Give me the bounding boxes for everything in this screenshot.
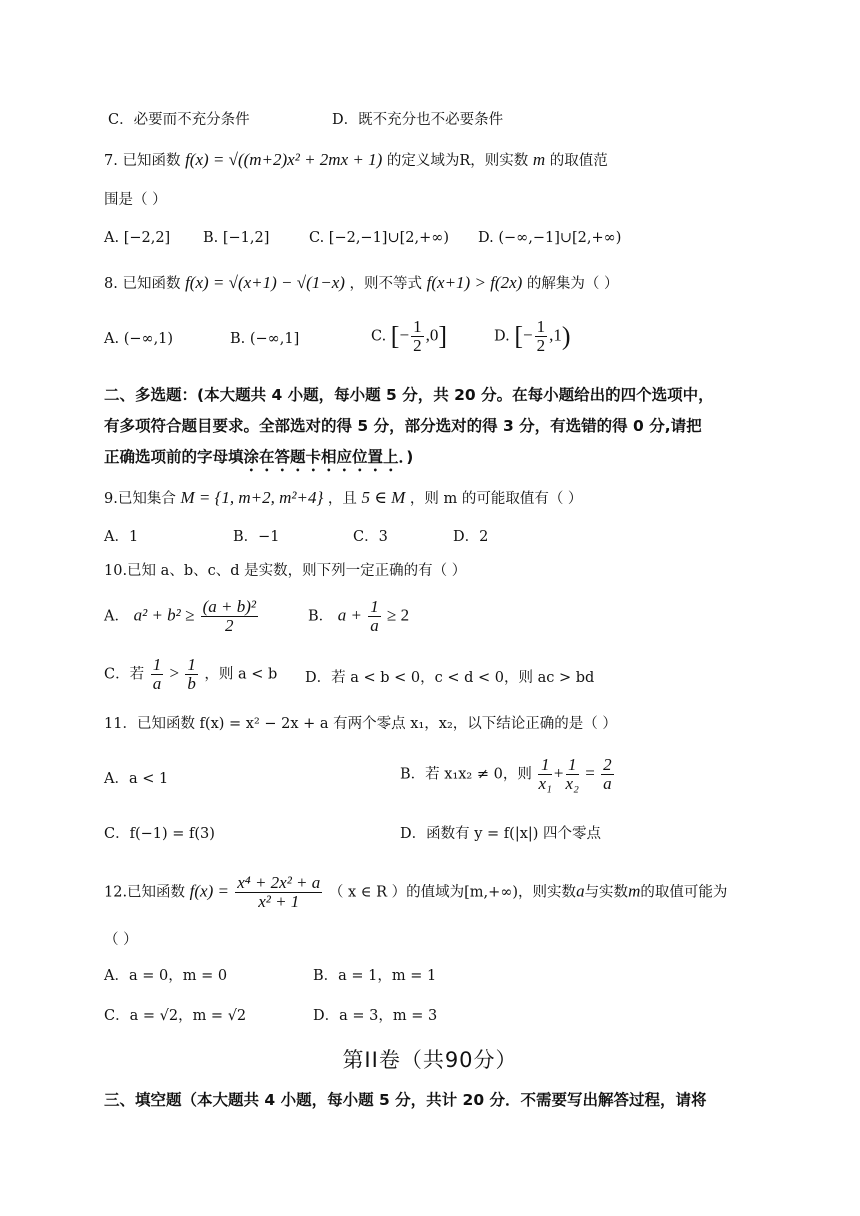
- q8-function: f(x) = √(x+1) − √(1−x): [185, 273, 345, 292]
- q7-option-d: D. (−∞,−1]∪[2,+∞): [478, 230, 622, 246]
- q11-option-c: C．f(−1) = f(3): [104, 826, 215, 842]
- q12-paren: （ ）: [104, 932, 138, 948]
- q9-option-b: B．−1: [233, 529, 280, 545]
- section2-line3: 正确选项前的字母填涂在答题卡相应位置上．): [104, 448, 414, 466]
- q12-option-d: D．a = 3，m = 3: [313, 1008, 438, 1024]
- q8-option-d: D. [− $\frac{1}{2}$ ,1): [494, 317, 571, 355]
- q7-option-a: A. [−2,2]: [104, 230, 171, 246]
- part2-title: 第II卷（共90分）: [342, 1048, 518, 1072]
- q9-option-a: A．1: [104, 529, 139, 545]
- q6-option-d: D．既不充分也不必要条件: [332, 112, 504, 128]
- q7-option-c: C. [−2,−1]∪[2,+∞): [309, 230, 449, 246]
- q10-option-d: D．若 a < b < 0，c < d < 0，则 ac > bd: [305, 670, 595, 686]
- q10-stem: 10.已知 a、b、c、d 是实数，则下列一定正确的有（ ）: [104, 563, 467, 579]
- section3-line1: 三、填空题（本大题共 4 小题，每小题 5 分，共计 20 分．不需要写出解答过程，请将: [104, 1091, 707, 1109]
- q8-option-b: B. (−∞,1]: [230, 331, 300, 347]
- q8-stem: 8. 已知函数 f(x) = √(x+1) − √(1−x) ，则不等式 f(x+1) > f(2x) 的解集为（ ）: [104, 273, 619, 292]
- q11-option-d: D．函数有 y = f(|x|) 四个零点: [400, 826, 602, 842]
- q9-set: M = {1, m+2, m²+4}: [180, 488, 324, 507]
- q12-option-b: B．a = 1，m = 1: [313, 968, 437, 984]
- q10-option-c: C．若 $\frac{1}{a}$ > $\frac{1}{b}$ ，则 a < b: [104, 655, 278, 693]
- q11-option-a: A．a < 1: [104, 771, 169, 787]
- q8-option-c: C. [− $\frac{1}{2}$ ,0]: [371, 317, 447, 355]
- section2-line2: 有多项符合题目要求。全部选对的得 5 分，部分选对的得 3 分，有选错的得 0 分,请把: [104, 417, 702, 435]
- q10-option-a: A． a² + b² ≥ $\frac{\text{(a + b)²}}{2}$: [104, 597, 256, 635]
- q9-option-c: C．3: [353, 529, 388, 545]
- q9-option-d: D．2: [453, 529, 489, 545]
- q9-stem: 9.已知集合 M = {1, m+2, m²+4} ，且 5 ∈ M ，则 m 的可能取值有（ ）: [104, 488, 583, 507]
- q7-stem: 7. 已知函数 f(x) = √((m+2)x² + 2mx + 1) 的定义域为R，则实数 m 的取值范: [104, 150, 608, 169]
- q7-stem-cont: 围是（ ）: [104, 192, 167, 208]
- q10-option-b: B． a + $\frac{1}{a}$ ≥ 2: [308, 597, 410, 635]
- q7-function: f(x) = √((m+2)x² + 2mx + 1): [185, 150, 383, 169]
- q12-option-c: C．a = √2，m = √2: [104, 1008, 247, 1024]
- q12-stem: 12.已知函数 f(x) = $\frac{\text{x⁴ + 2x² + a}}{\text{x² + 1}}$ （ x ∈ R ）的值域为[m,+∞)，则实数a与实数m的取值可能为: [104, 873, 728, 911]
- q6-option-c: C．必要而不充分条件: [108, 112, 250, 128]
- q7-option-b: B. [−1,2]: [203, 230, 270, 246]
- q8-option-a: A. (−∞,1): [104, 331, 174, 347]
- section2-line1: 二、多选题：(本大题共 4 小题，每小题 5 分，共 20 分。在每小题给出的四个选项中，: [104, 386, 714, 404]
- q12-option-a: A．a = 0，m = 0: [104, 968, 228, 984]
- q11-stem: 11．已知函数 f(x) = x² − 2x + a 有两个零点 x₁，x₂，以下结论正确的是（ ）: [104, 716, 617, 732]
- q8-inequality: f(x+1) > f(2x): [426, 273, 523, 292]
- q11-option-b: B．若 x₁x₂ ≠ 0，则 $\frac{1}{\text{x₁}}$ + $\frac{1}{\text{x₂}}$ = $\frac{2}{a}$: [400, 755, 612, 793]
